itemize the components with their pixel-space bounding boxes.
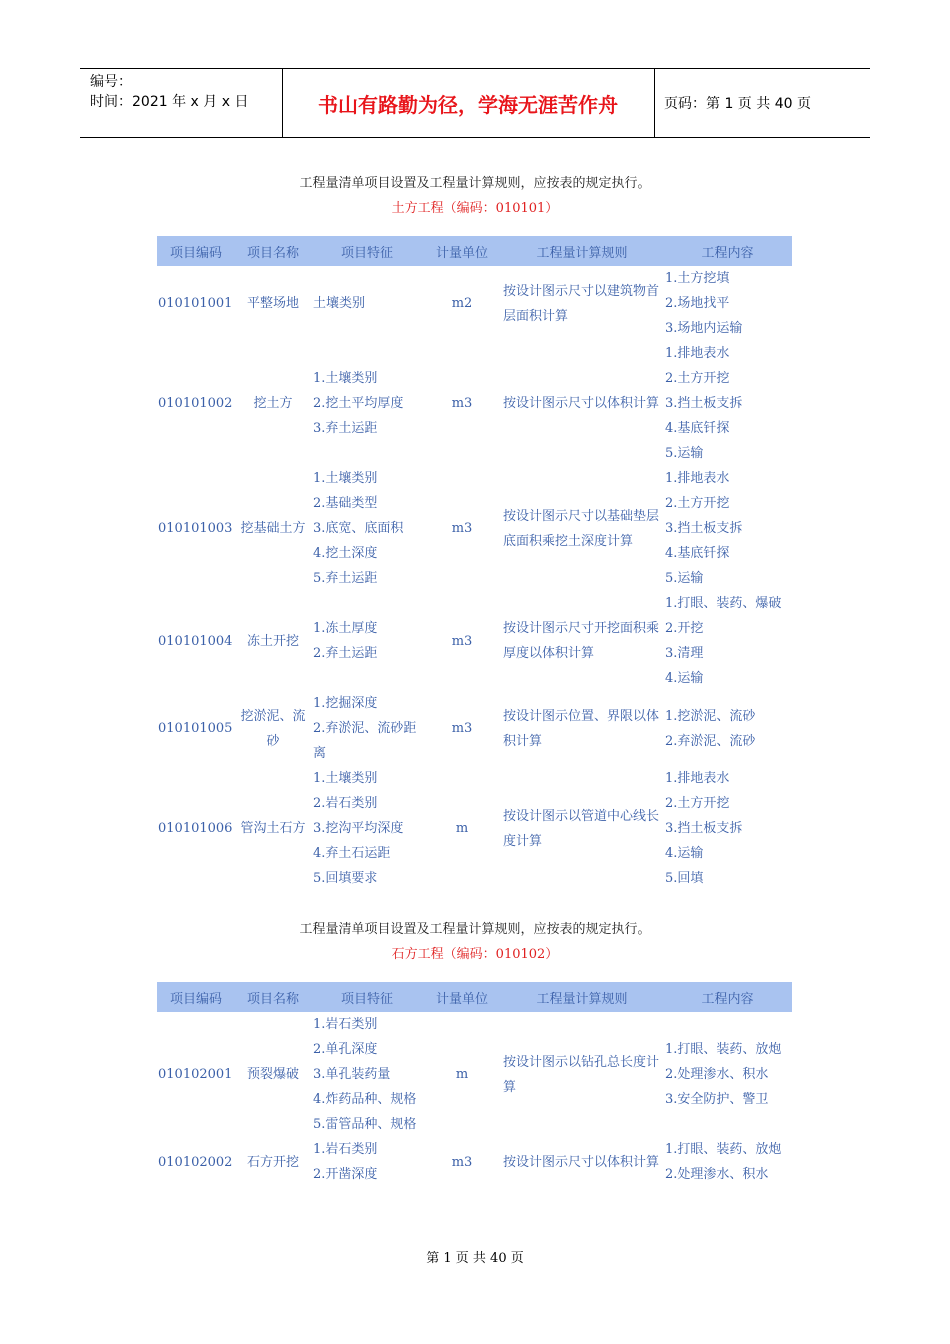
table-row (157, 691, 792, 766)
item-content-line: 1.打眼、装药、爆破 (665, 596, 782, 611)
item-name: 挖土方 (253, 396, 293, 411)
header-page-info: 页码：第 1 页 共 40 页 (664, 96, 811, 112)
page-header (80, 68, 870, 138)
column-header: 项目特征 (311, 236, 423, 266)
column-header: 工程内容 (663, 236, 792, 266)
item-features-line: 2.开凿深度 (313, 1167, 378, 1182)
item-content (663, 766, 792, 891)
item-content-line: 2.场地找平 (665, 296, 730, 311)
section-subtitle: 石方工程（编码：010102） (391, 947, 559, 962)
column-header: 项目名称 (235, 236, 311, 266)
table-header-row (157, 982, 792, 1012)
item-unit: m2 (451, 296, 473, 311)
item-name: 平整场地 (246, 296, 299, 311)
header-meta (80, 69, 282, 137)
column-header: 计量单位 (423, 982, 501, 1012)
item-content-line: 2.开挖 (665, 621, 704, 636)
item-content-line: 3.挡土板支拆 (665, 821, 743, 836)
item-content-line: 4.基底钎探 (665, 421, 730, 436)
item-unit: m3 (451, 633, 473, 649)
item-content-line: 1.打眼、装药、放炮 (665, 1142, 782, 1157)
column-header: 计量单位 (423, 236, 501, 266)
item-name: 石方开挖 (246, 1154, 299, 1170)
item-features (311, 1012, 423, 1137)
item-features-line: 4.弃土石运距 (313, 846, 391, 861)
rockwork-table (157, 982, 792, 1187)
item-features (311, 1137, 423, 1187)
column-header: 项目名称 (235, 982, 311, 1012)
earthwork-table (157, 236, 792, 891)
item-features-line: 1.岩石类别 (313, 1017, 378, 1032)
item-name: 挖基础土方 (240, 521, 306, 536)
item-unit: m (455, 1067, 469, 1082)
item-content-line: 2.土方开挖 (665, 796, 730, 811)
item-code: 010101005 (158, 721, 233, 736)
column-header: 项目编码 (157, 982, 235, 1012)
item-name: 冻土开挖 (246, 633, 299, 649)
item-features-line: 5.弃土运距 (313, 571, 378, 586)
item-features-line: 3.单孔装药量 (313, 1067, 391, 1082)
column-header: 工程量计算规则 (501, 236, 663, 266)
table-row (157, 1012, 792, 1137)
item-content (663, 266, 792, 341)
item-content-line: 3.清理 (665, 646, 704, 661)
item-content-line: 4.基底钎探 (665, 546, 730, 561)
item-features (311, 266, 423, 341)
item-content (663, 691, 792, 766)
item-features-line: 2.单孔深度 (313, 1042, 378, 1057)
item-features-line: 1.土壤类别 (313, 471, 378, 486)
table-row (157, 1137, 792, 1187)
item-features (311, 591, 423, 691)
item-code: 010101001 (158, 296, 233, 311)
section-subtitle: 土方工程（编码：010101） (391, 201, 559, 216)
item-content-line: 2.土方开挖 (665, 371, 730, 386)
item-content-line: 3.挡土板支拆 (665, 521, 743, 536)
item-features-line: 2.弃土运距 (313, 646, 378, 661)
item-content (663, 341, 792, 466)
item-features-line: 4.挖土深度 (313, 546, 378, 561)
item-rule: 按设计图示尺寸开挖面积乘厚度以体积计算 (503, 621, 660, 661)
item-content-line: 4.运输 (665, 846, 704, 861)
item-name: 管沟土石方 (240, 821, 306, 836)
item-content (663, 1012, 792, 1137)
item-rule: 按设计图示尺寸以建筑物首层面积计算 (503, 283, 660, 324)
item-features-line: 1.土壤类别 (313, 371, 378, 386)
item-features (311, 341, 423, 466)
table-row (157, 466, 792, 591)
item-features-line: 3.底宽、底面积 (313, 521, 404, 536)
column-header: 项目特征 (311, 982, 423, 1012)
item-features-line: 土壤类别 (313, 296, 366, 311)
item-features-line: 2.弃淤泥、流砂距离 (313, 721, 417, 761)
item-rule: 按设计图示尺寸以体积计算 (503, 1154, 660, 1170)
table-row (157, 766, 792, 891)
item-content (663, 1137, 792, 1187)
item-features-line: 2.基础类型 (313, 496, 378, 511)
item-code: 010101002 (158, 396, 233, 411)
item-rule: 按设计图示尺寸以体积计算 (503, 396, 660, 411)
item-rule: 按设计图示以管道中心线长度计算 (503, 808, 660, 849)
item-unit: m3 (451, 1154, 473, 1170)
column-header: 工程量计算规则 (501, 982, 663, 1012)
item-name: 挖淤泥、流砂 (240, 708, 306, 749)
item-content-line: 3.场地内运输 (665, 321, 743, 336)
item-content-line: 2.土方开挖 (665, 496, 730, 511)
document-time-label: 时间：2021 年 x 月 x 日 (90, 94, 249, 110)
item-rule: 按设计图示位置、界限以体积计算 (503, 708, 660, 749)
item-content-line: 5.回填 (665, 871, 704, 886)
item-content-line: 2.处理渗水、积水 (665, 1067, 769, 1082)
table-header-row (157, 236, 792, 266)
item-unit: m (455, 821, 469, 836)
item-content-line: 1.土方挖填 (665, 271, 730, 286)
item-content (663, 466, 792, 591)
item-content-line: 5.运输 (665, 571, 704, 586)
item-name: 预裂爆破 (246, 1067, 299, 1082)
item-content-line: 1.排地表水 (665, 346, 730, 361)
item-code: 010101003 (158, 521, 233, 536)
table-row (157, 266, 792, 341)
item-features-line: 1.冻土厚度 (313, 621, 378, 636)
item-code: 010101006 (158, 821, 233, 836)
section-intro: 工程量清单项目设置及工程量计算规则，应按表的规定执行。 (299, 922, 651, 937)
item-rule: 按设计图示以钻孔总长度计算 (503, 1054, 660, 1095)
item-features-line: 3.挖沟平均深度 (313, 821, 404, 836)
item-features-line: 2.挖土平均厚度 (313, 396, 404, 411)
document-number-label: 编号： (90, 74, 132, 90)
column-header: 工程内容 (663, 982, 792, 1012)
header-divider (654, 69, 655, 137)
item-code: 010101004 (158, 633, 233, 649)
item-content-line: 5.运输 (665, 446, 704, 461)
item-content-line: 3.安全防护、警卫 (665, 1092, 769, 1107)
header-motto: 书山有路勤为径，学海无涯苦作舟 (318, 92, 618, 117)
column-header: 项目编码 (157, 236, 235, 266)
item-features-line: 1.岩石类别 (313, 1142, 378, 1157)
item-features (311, 766, 423, 891)
item-content-line: 2.弃淤泥、流砂 (665, 733, 756, 749)
table-row (157, 591, 792, 691)
item-content-line: 3.挡土板支拆 (665, 396, 743, 411)
item-content (663, 591, 792, 691)
item-features-line: 5.回填要求 (313, 871, 378, 886)
item-features-line: 2.岩石类别 (313, 796, 378, 811)
item-content-line: 1.排地表水 (665, 771, 730, 786)
item-features-line: 1.挖掘深度 (313, 696, 378, 711)
item-features-line: 1.土壤类别 (313, 771, 378, 786)
page-footer: 第 1 页 共 40 页 (426, 1251, 524, 1266)
item-unit: m3 (451, 396, 473, 411)
item-features (311, 691, 423, 766)
item-content-line: 1.排地表水 (665, 471, 730, 486)
item-content-line: 1.挖淤泥、流砂 (665, 708, 756, 724)
section-intro: 工程量清单项目设置及工程量计算规则，应按表的规定执行。 (299, 176, 651, 191)
item-unit: m3 (451, 721, 473, 736)
item-rule: 按设计图示尺寸以基础垫层底面积乘挖土深度计算 (503, 508, 660, 549)
item-unit: m3 (451, 521, 473, 536)
item-features-line: 5.雷管品种、规格 (313, 1117, 417, 1132)
item-code: 010102001 (158, 1067, 233, 1082)
item-content-line: 4.运输 (665, 671, 704, 686)
item-features-line: 3.弃土运距 (313, 421, 378, 436)
item-content-line: 2.处理渗水、积水 (665, 1167, 769, 1182)
item-features (311, 466, 423, 591)
table-row (157, 341, 792, 466)
item-content-line: 1.打眼、装药、放炮 (665, 1042, 782, 1057)
item-code: 010102002 (158, 1154, 233, 1170)
item-features-line: 4.炸药品种、规格 (313, 1092, 417, 1107)
